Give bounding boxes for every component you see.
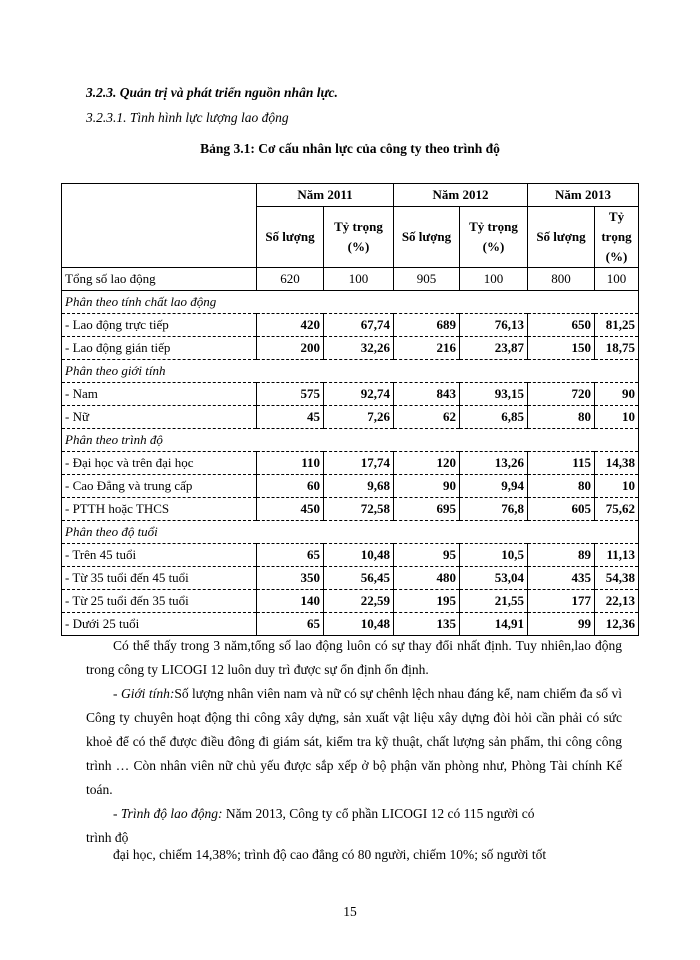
header-count: Số lượng bbox=[394, 207, 460, 268]
table-row bbox=[62, 590, 639, 613]
table-group-row bbox=[62, 521, 639, 544]
header-count: Số lượng bbox=[528, 207, 595, 268]
row-label: - Nam bbox=[62, 383, 257, 406]
row-value: 115 bbox=[528, 452, 595, 475]
row-value: 420 bbox=[257, 314, 324, 337]
total-row bbox=[62, 268, 639, 291]
subsection-heading: 3.2.3.1. Tình hình lực lượng lao động bbox=[86, 110, 289, 125]
table-row bbox=[62, 567, 639, 590]
row-value: 216 bbox=[394, 337, 460, 360]
row-label: - Cao Đẳng và trung cấp bbox=[62, 475, 257, 498]
row-label: - Nữ bbox=[62, 406, 257, 429]
row-value: 54,38 bbox=[595, 567, 639, 590]
row-label: - Dưới 25 tuổi bbox=[62, 613, 257, 636]
row-value: 75,62 bbox=[595, 498, 639, 521]
header-count: Số lượng bbox=[257, 207, 324, 268]
row-value: 67,74 bbox=[324, 314, 394, 337]
row-value: 480 bbox=[394, 567, 460, 590]
row-value: 9,68 bbox=[324, 475, 394, 498]
row-value: 177 bbox=[528, 590, 595, 613]
table-row bbox=[62, 452, 639, 475]
table-group-row bbox=[62, 360, 639, 383]
table-group-label: Phân theo độ tuổi bbox=[62, 521, 639, 544]
row-label: - Lao động gián tiếp bbox=[62, 337, 257, 360]
row-value: 76,13 bbox=[460, 314, 528, 337]
row-value: 80 bbox=[528, 475, 595, 498]
row-value: 45 bbox=[257, 406, 324, 429]
row-value: 150 bbox=[528, 337, 595, 360]
row-value: 90 bbox=[394, 475, 460, 498]
header-ratio: Tỷ trọng (%) bbox=[460, 207, 528, 268]
table-row bbox=[62, 498, 639, 521]
row-value: 90 bbox=[595, 383, 639, 406]
row-value: 22,13 bbox=[595, 590, 639, 613]
table-row bbox=[62, 613, 639, 636]
row-value: 14,38 bbox=[595, 452, 639, 475]
row-label: - Lao động trực tiếp bbox=[62, 314, 257, 337]
row-value: 200 bbox=[257, 337, 324, 360]
row-value: 689 bbox=[394, 314, 460, 337]
row-value: 435 bbox=[528, 567, 595, 590]
row-value: 695 bbox=[394, 498, 460, 521]
section-heading: 3.2.3. Quản trị và phát triển nguồn nhân lực. bbox=[86, 85, 338, 100]
header-ratio: Tỷ trọng (%) bbox=[324, 207, 394, 268]
row-value: 10 bbox=[595, 406, 639, 429]
table-row bbox=[62, 406, 639, 429]
row-value: 9,94 bbox=[460, 475, 528, 498]
row-value: 7,26 bbox=[324, 406, 394, 429]
total-value: 800 bbox=[528, 268, 595, 291]
table-group-label: Phân theo giới tính bbox=[62, 360, 639, 383]
row-value: 350 bbox=[257, 567, 324, 590]
row-label: - PTTH hoặc THCS bbox=[62, 498, 257, 521]
table-group-label: Phân theo trình độ bbox=[62, 429, 639, 452]
table-row bbox=[62, 544, 639, 567]
header-ratio: Tỷ trọng (%) bbox=[595, 207, 639, 268]
row-value: 60 bbox=[257, 475, 324, 498]
row-value: 95 bbox=[394, 544, 460, 567]
row-value: 13,26 bbox=[460, 452, 528, 475]
header-year-2013: Năm 2013 bbox=[528, 184, 639, 207]
row-value: 135 bbox=[394, 613, 460, 636]
row-value: 10,48 bbox=[324, 544, 394, 567]
row-value: 23,87 bbox=[460, 337, 528, 360]
table-group-row bbox=[62, 291, 639, 314]
table-group-row bbox=[62, 429, 639, 452]
header-blank bbox=[62, 184, 257, 268]
table-row bbox=[62, 383, 639, 406]
row-value: 62 bbox=[394, 406, 460, 429]
table-title: Bảng 3.1: Cơ cấu nhân lực của công ty theo trình độ bbox=[200, 141, 500, 156]
row-label: - Đại học và trên đại học bbox=[62, 452, 257, 475]
row-value: 12,36 bbox=[595, 613, 639, 636]
row-value: 195 bbox=[394, 590, 460, 613]
row-label: - Từ 25 tuổi đến 35 tuổi bbox=[62, 590, 257, 613]
row-value: 120 bbox=[394, 452, 460, 475]
row-label: - Trên 45 tuổi bbox=[62, 544, 257, 567]
row-value: 140 bbox=[257, 590, 324, 613]
paragraph-education bbox=[86, 802, 622, 826]
table-row bbox=[62, 475, 639, 498]
row-value: 14,91 bbox=[460, 613, 528, 636]
total-value: 905 bbox=[394, 268, 460, 291]
row-value: 450 bbox=[257, 498, 324, 521]
row-value: 22,59 bbox=[324, 590, 394, 613]
table-row bbox=[62, 337, 639, 360]
paragraph-gender bbox=[86, 682, 622, 802]
row-value: 32,26 bbox=[324, 337, 394, 360]
row-value: 110 bbox=[257, 452, 324, 475]
row-value: 72,58 bbox=[324, 498, 394, 521]
row-value: 92,74 bbox=[324, 383, 394, 406]
row-value: 10,48 bbox=[324, 613, 394, 636]
paragraph-education-detail: đại học, chiếm 14,38%; trình độ cao đẳng có 80 người, chiếm 10%; số người tốt bbox=[113, 847, 547, 862]
row-value: 89 bbox=[528, 544, 595, 567]
page-number: 15 bbox=[343, 904, 357, 919]
row-label: - Từ 35 tuổi đến 45 tuổi bbox=[62, 567, 257, 590]
header-year-2012: Năm 2012 bbox=[394, 184, 528, 207]
row-value: 11,13 bbox=[595, 544, 639, 567]
row-value: 99 bbox=[528, 613, 595, 636]
row-value: 53,04 bbox=[460, 567, 528, 590]
paragraph-education-text: Năm 2013, Công ty cổ phần LICOGI 12 có 115 người có bbox=[222, 806, 535, 821]
paragraph-education-label: - Trình độ lao động: bbox=[113, 806, 223, 821]
row-value: 81,25 bbox=[595, 314, 639, 337]
table-row bbox=[62, 314, 639, 337]
paragraph-education-cont: trình độ bbox=[86, 830, 129, 845]
paragraph-gender-label: - Giới tính: bbox=[113, 686, 175, 701]
row-value: 605 bbox=[528, 498, 595, 521]
row-value: 56,45 bbox=[324, 567, 394, 590]
table-groups bbox=[62, 291, 639, 636]
row-value: 21,55 bbox=[460, 590, 528, 613]
table-group-label: Phân theo tính chất lao động bbox=[62, 291, 639, 314]
total-value: 620 bbox=[257, 268, 324, 291]
row-value: 18,75 bbox=[595, 337, 639, 360]
row-value: 650 bbox=[528, 314, 595, 337]
row-value: 17,74 bbox=[324, 452, 394, 475]
total-value: 100 bbox=[595, 268, 639, 291]
header-year-2011: Năm 2011 bbox=[257, 184, 394, 207]
total-value: 100 bbox=[460, 268, 528, 291]
row-value: 80 bbox=[528, 406, 595, 429]
paragraph-intro: Có thể thấy trong 3 năm,tổng số lao động luôn có sự thay đổi nhất định. Tuy nhiên,lao động trong công ty LICOGI 12 luôn duy trì được sự ổn định ổn định. bbox=[86, 638, 622, 677]
row-value: 10 bbox=[595, 475, 639, 498]
total-value: 100 bbox=[324, 268, 394, 291]
row-value: 65 bbox=[257, 613, 324, 636]
workforce-table bbox=[61, 183, 639, 636]
row-value: 843 bbox=[394, 383, 460, 406]
row-value: 93,15 bbox=[460, 383, 528, 406]
total-label: Tổng số lao động bbox=[62, 268, 257, 291]
paragraph-gender-text: Số lượng nhân viên nam và nữ có sự chênh lệch nhau đáng kể, nam chiếm đa số vì Công ty chuyên hoạt động thi công xây dựng, sản xuất vật liệu xây dựng đòi hỏi cần phải có sức khoẻ để có thể được điều đông đi giám sát, kiểm tra kỹ thuật, chất lượng sản phẩm, thi công công trình … Còn nhân viên nữ chủ yếu được sắp xếp ở bộ phận văn phòng như, Phòng Tài chính Kế toán. bbox=[86, 686, 622, 797]
row-value: 6,85 bbox=[460, 406, 528, 429]
row-value: 76,8 bbox=[460, 498, 528, 521]
row-value: 720 bbox=[528, 383, 595, 406]
row-value: 65 bbox=[257, 544, 324, 567]
row-value: 575 bbox=[257, 383, 324, 406]
row-value: 10,5 bbox=[460, 544, 528, 567]
